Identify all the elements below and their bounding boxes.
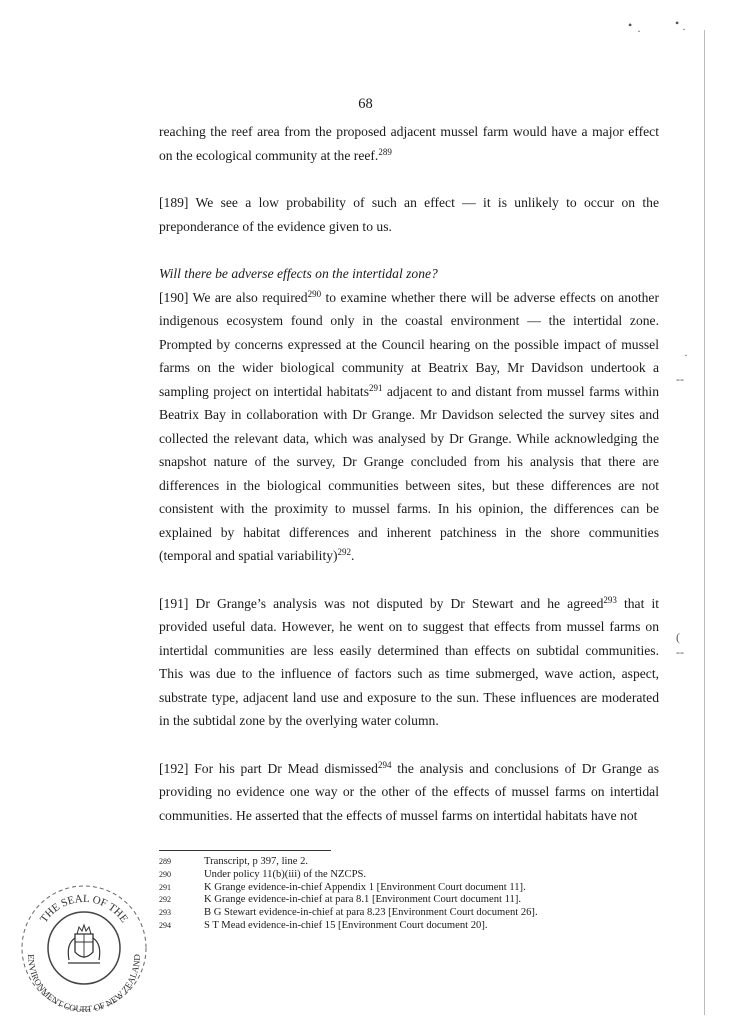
body-text: [159, 120, 659, 827]
footnote-ref[interactable]: 291: [368, 382, 383, 393]
paragraph-190: [190] We are also required$^{290}$ to examine whether there will be adverse effects on another indigenous ecosystem found only in the coastal environment — the intertidal zone. Prompted by concerns expressed at the Council hearing on the possible impact of mussel farms on the wider biological community at Beatrix Bay, Mr Davidson undertook a sampling project on intertidal habitats$^{291}$ adjacent to and distant from mussel farms within Beatrix Bay in collaboration with Dr Grange. Mr Davidson selected the survey sites and collected the relevant data, which was analysed by Dr Grange. While acknowledging the snapshot nature of the survey, Dr Grange concluded from his analysis that there are differences in the biological communities between sites, but these differences are not consistent with the proximity to mussel farms. In his opinion, the differences can be explained by habitat differences and inherent patchiness in the shore communities (temporal and spatial variability)$^{292}$.: [159, 288, 659, 563]
seal-bottom-text: ENVIRONMENT COURT OF NEW ZEALAND: [25, 954, 143, 1015]
scan-mark: ·: [682, 22, 686, 36]
footnote-text: S T Mead evidence-in-chief 15 [Environment Court document 20].: [204, 919, 488, 931]
footnote-number: 289: [159, 857, 171, 866]
footnote: [159, 882, 538, 895]
scan-mark: •: [628, 18, 633, 32]
footnote-number: 292: [159, 895, 171, 905]
footnote-ref[interactable]: 290: [307, 288, 322, 299]
scan-mark: --: [676, 372, 684, 386]
footnote-number: 291: [159, 882, 171, 892]
footnote: [159, 856, 538, 869]
section-heading: Will there be adverse effects on the intertidal zone?: [159, 266, 438, 281]
paragraph-191: [191] Dr Grange’s analysis was not disputed by Dr Stewart and he agreed$^{293}$ that it provided useful data. However, he went on to suggest that effects from mussel farms on intertidal communities are less easily determined than effects on subtidal communities. This was due to the influence of factors such as time submerged, wave action, aspect, substrate type, adjacent land use and exposure to the sun. These influences are moderated in the subtidal zone by the overlying water column.: [159, 594, 659, 728]
scan-mark: ·: [684, 348, 688, 362]
footnote-text: B G Stewart evidence-in-chief at para 8.23 [Environment Court document 26].: [204, 907, 538, 919]
coat-of-arms-icon: [68, 925, 100, 963]
footnote-divider: [159, 850, 331, 851]
court-seal: [18, 870, 148, 1020]
footnote-ref[interactable]: 292: [337, 547, 352, 557]
footnote-number: 294: [159, 920, 171, 930]
seal-top-text: THE SEAL OF THE: [37, 892, 131, 925]
paragraph-189: [189] We see a low probability of such an effect — it is unlikely to occur on the preponderance of the evidence given to us.: [159, 195, 659, 234]
scan-mark: --: [676, 645, 684, 659]
footnote-number: 290: [159, 869, 171, 879]
footnote-ref[interactable]: 293: [603, 594, 617, 605]
page-number: 68: [358, 96, 373, 112]
paragraph-192: [192] For his part Dr Mead dismissed$^{294}$ the analysis and conclusions of Dr Grange as providing no evidence one way or the other of the effects of mussel farms on intertidal communities. He asserted that the effects of mussel farms on intertidal habitats have not: [159, 759, 659, 823]
footnote-text: Under policy 11(b)(iii) of the NZCPS.: [204, 868, 367, 880]
footnote: [159, 869, 538, 882]
footnote-text: K Grange evidence-in-chief Appendix 1 [Environment Court document 11].: [204, 881, 526, 893]
page-edge-line: [704, 30, 705, 1015]
scan-mark: ·: [637, 24, 641, 38]
paragraph-continuation: reaching the reef area from the proposed adjacent mussel farm would have a major effect on the ecological community at the reef.$^{289}$: [159, 124, 659, 163]
footnote: [159, 894, 538, 907]
scan-mark: •: [675, 16, 680, 30]
scan-mark: (: [676, 630, 680, 644]
footnote-ref[interactable]: 294: [377, 759, 392, 770]
footnote-text: Transcript, p 397, line 2.: [204, 856, 309, 867]
footnote: [159, 907, 538, 920]
footnote-number: 293: [159, 908, 171, 918]
footnote: [159, 920, 538, 933]
footnote-ref[interactable]: 289: [378, 146, 392, 157]
footnote-text: K Grange evidence-in-chief at para 8.1 [Environment Court document 11].: [204, 894, 522, 906]
footnotes: [159, 856, 538, 933]
